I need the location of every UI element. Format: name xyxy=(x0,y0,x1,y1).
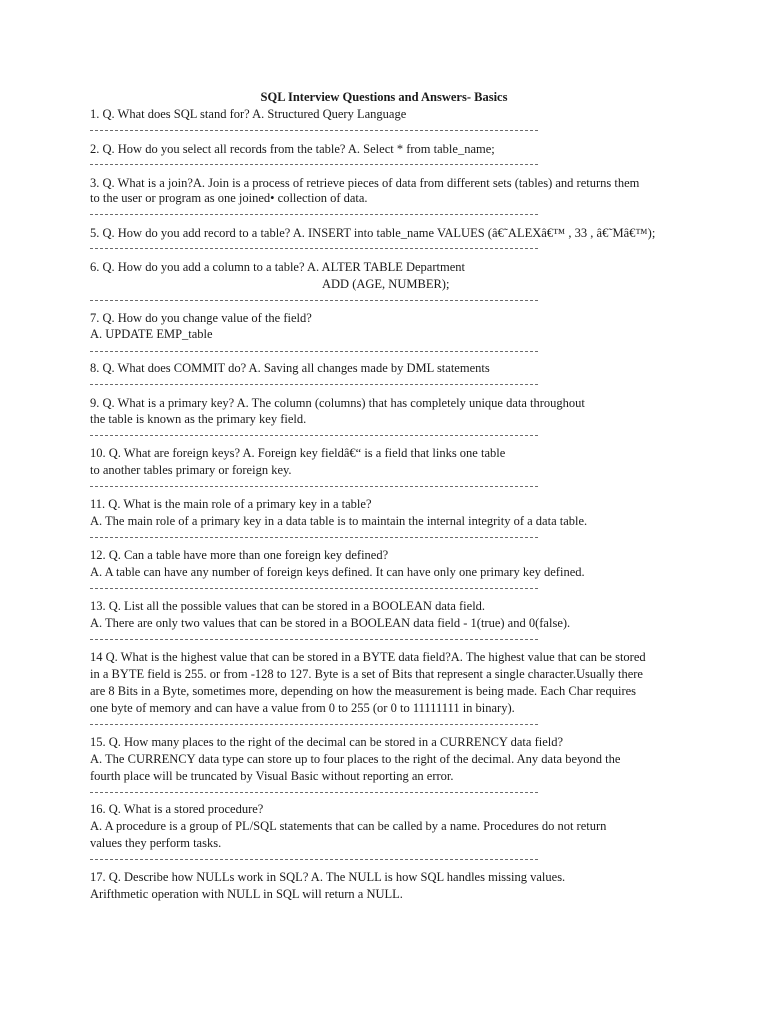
text-line: 1. Q. What does SQL stand for? A. Structured Query Language xyxy=(90,107,407,121)
separator xyxy=(90,486,538,487)
separator xyxy=(90,351,538,352)
separator xyxy=(90,130,538,131)
separator xyxy=(90,435,538,436)
separator xyxy=(90,859,538,860)
text-line: 5. Q. How do you add record to a table? A. INSERT into table_name VALUES (â€˜ALEXâ€™ , 33 , â€˜Mâ€™); xyxy=(90,226,656,240)
text-line: the table is known as the primary key field. xyxy=(90,412,307,426)
text-line: 6. Q. How do you add a column to a table? A. ALTER TABLE Department xyxy=(90,260,465,274)
text-line: 14 Q. What is the highest value that can be stored in a BYTE data field?A. The highest value that can be stored xyxy=(90,650,646,664)
separator xyxy=(90,792,538,793)
text-line: in a BYTE field is 255. or from -128 to 127. Byte is a set of Bits that represent a single character.Usually there xyxy=(90,667,643,681)
text-line: A. A table can have any number of foreign keys defined. It can have only one primary key defined. xyxy=(90,565,585,579)
text-line: Arifthmetic operation with NULL in SQL will return a NULL. xyxy=(90,887,403,901)
text-line: 16. Q. What is a stored procedure? xyxy=(90,802,264,816)
separator xyxy=(90,248,538,249)
text-line: 9. Q. What is a primary key? A. The column (columns) that has completely unique data throughout xyxy=(90,396,585,410)
text-line: to the user or program as one joined• collection of data. xyxy=(90,191,368,205)
text-line: are 8 Bits in a Byte, sometimes more, depending on how the measurement is being made. Each Char requires xyxy=(90,684,637,698)
text-line: A. UPDATE EMP_table xyxy=(90,327,213,341)
text-line: A. The main role of a primary key in a data table is to maintain the internal integrity of a data table. xyxy=(90,514,588,528)
separator xyxy=(90,588,538,589)
text-line: 13. Q. List all the possible values that can be stored in a BOOLEAN data field. xyxy=(90,599,486,613)
text-line: 10. Q. What are foreign keys? A. Foreign key fieldâ€“ is a field that links one table xyxy=(90,446,506,460)
text-line: A. There are only two values that can be stored in a BOOLEAN data field - 1(true) and 0(false). xyxy=(90,616,571,630)
separator xyxy=(90,164,538,165)
text-line: 15. Q. How many places to the right of the decimal can be stored in a CURRENCY data field? xyxy=(90,735,564,749)
text-line: one byte of memory and can have a value from 0 to 255 (or 0 to 11111111 in binary). xyxy=(90,701,515,715)
separator xyxy=(90,300,538,301)
separator xyxy=(90,537,538,538)
text-line: 8. Q. What does COMMIT do? A. Saving all changes made by DML statements xyxy=(90,361,490,375)
text-line: A. A procedure is a group of PL/SQL statements that can be called by a name. Procedures do not return xyxy=(90,819,607,833)
text-line: fourth place will be truncated by Visual Basic without reporting an error. xyxy=(90,769,454,783)
text-line: 7. Q. How do you change value of the field? xyxy=(90,311,312,325)
text-line: 12. Q. Can a table have more than one foreign key defined? xyxy=(90,548,389,562)
separator xyxy=(90,384,538,385)
text-line: ADD (AGE, NUMBER); xyxy=(322,277,450,291)
text-line: to another tables primary or foreign key. xyxy=(90,463,292,477)
text-line: 17. Q. Describe how NULLs work in SQL? A. The NULL is how SQL handles missing values. xyxy=(90,870,566,884)
text-line: 2. Q. How do you select all records from the table? A. Select * from table_name; xyxy=(90,142,495,156)
separator xyxy=(90,214,538,215)
separator xyxy=(90,639,538,640)
text-line: A. The CURRENCY data type can store up to four places to the right of the decimal. Any data beyond the xyxy=(90,752,621,766)
separator xyxy=(90,724,538,725)
text-line: 11. Q. What is the main role of a primary key in a table? xyxy=(90,497,372,511)
document-title: SQL Interview Questions and Answers- Basics xyxy=(260,90,508,104)
text-line: values they perform tasks. xyxy=(90,836,222,850)
text-line: 3. Q. What is a join?A. Join is a process of retrieve pieces of data from different sets (tables) and returns them xyxy=(90,176,640,190)
